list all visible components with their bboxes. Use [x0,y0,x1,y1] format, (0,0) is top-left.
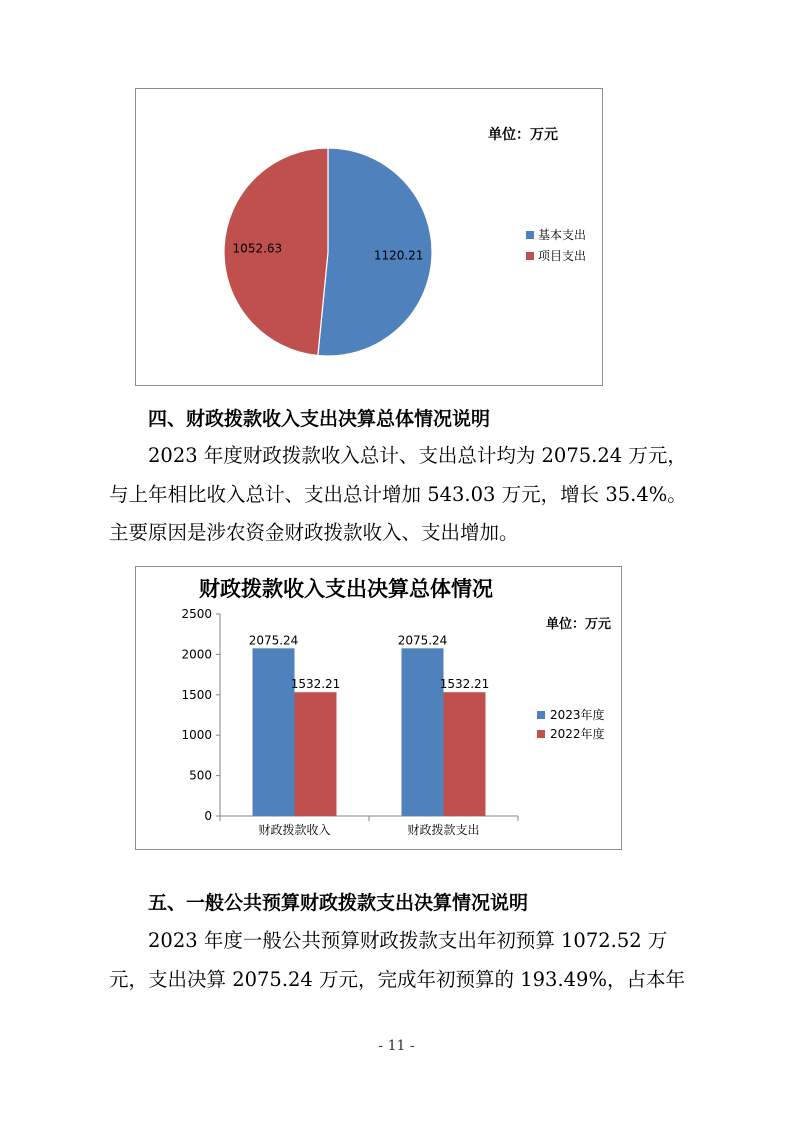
section5-line-2: 元，支出决算 2075.24 万元，完成年初预算的 193.49%，占本年 [109,968,685,991]
bar-legend-label-2: 2022年度 [550,727,605,741]
pie-chart [135,88,603,386]
x-category-label-2: 财政拨款支出 [407,823,480,837]
section4-heading: 四、财政拨款收入支出决算总体情况说明 [148,408,491,430]
y-tick-label-3: 1000 [181,728,212,743]
page-number: - 11 - [378,1038,415,1054]
y-tick-label-5: 0 [204,809,212,823]
bar-chart-title: 财政拨款收入支出决算总体情况 [199,577,493,601]
y-tick-label-4: 500 [189,768,212,783]
bar-1-2 [402,648,444,816]
bar-chart-svg [136,567,621,849]
pie-legend-label-2: 项目支出 [538,249,587,263]
pie-data-label-1: 1120.21 [373,248,424,263]
bar-data-label-2-2: 1532.21 [439,677,490,692]
x-category-label-1: 财政拨款收入 [258,823,331,837]
y-tick-label-1: 2000 [181,647,212,662]
pie-data-label-2: 1052.63 [232,241,283,256]
pie-chart-svg [136,89,602,385]
bar-chart [135,566,622,850]
bar-legend-swatch-2 [537,730,545,738]
bar-legend-swatch-1 [537,711,545,719]
bar-data-label-2-1: 1532.21 [290,677,341,692]
bar-2-1 [295,692,337,816]
bar-data-label-1-1: 2075.24 [248,633,299,648]
section4-line-3: 主要原因是涉农资金财政拨款收入、支出增加。 [109,521,519,544]
pie-legend-swatch-2 [526,252,534,260]
section5-heading: 五、一般公共预算财政拨款支出决算情况说明 [148,892,529,914]
section4-line-2: 与上年相比收入总计、支出总计增加 543.03 万元，增长 35.4%。 [109,483,687,506]
bar-legend-label-1: 2023年度 [550,708,605,722]
bar-unit-label: 单位：万元 [546,617,612,632]
pie-legend-label-1: 基本支出 [538,228,587,242]
bar-data-label-1-2: 2075.24 [397,633,448,648]
y-tick-label-0: 2500 [181,607,212,621]
section5-line-1: 2023 年度一般公共预算财政拨款支出年初预算 1072.52 万 [148,929,668,952]
section4-line-1: 2023 年度财政拨款收入总计、支出总计均为 2075.24 万元， [148,444,687,467]
bar-2-2 [444,692,486,816]
y-tick-label-2: 1500 [181,687,212,702]
pie-unit-label: 单位：万元 [488,127,558,143]
pie-legend-swatch-1 [526,231,534,239]
bar-1-1 [253,648,295,816]
